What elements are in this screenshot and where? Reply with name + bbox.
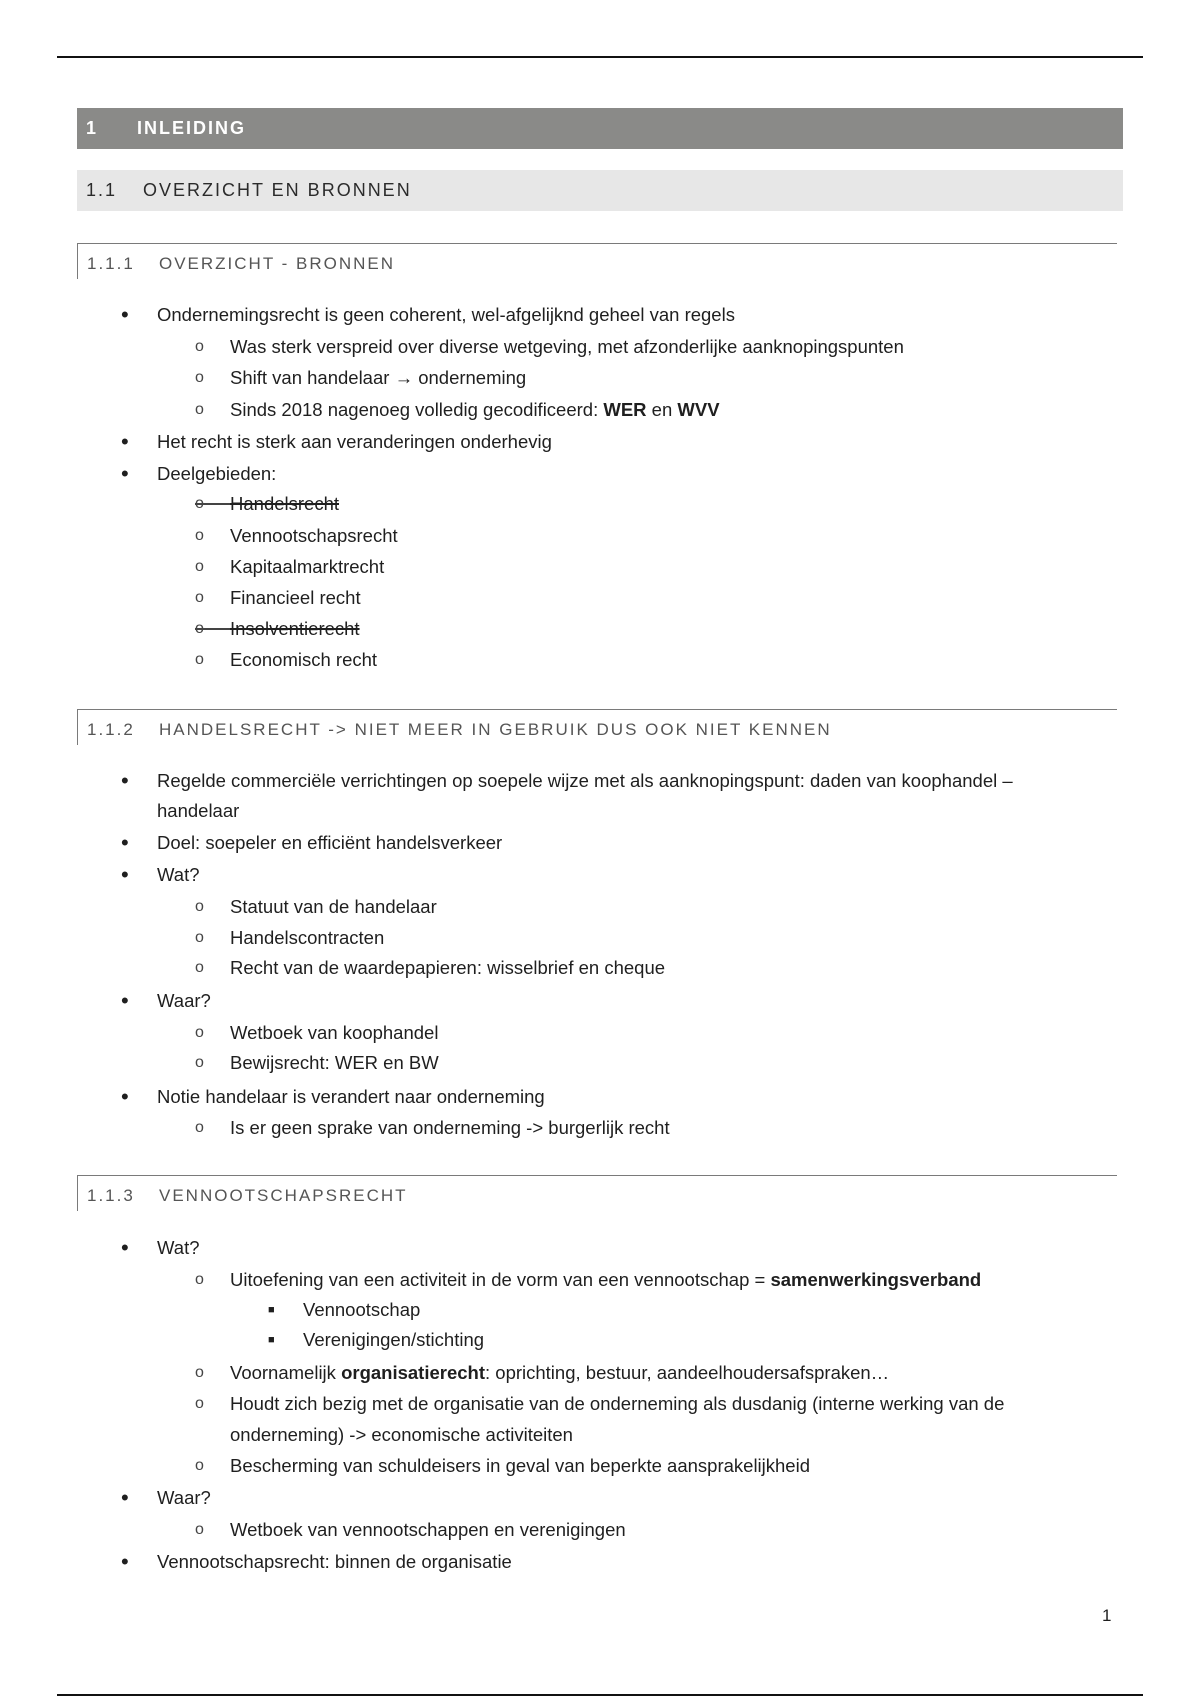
list-item: Wat? [157,1237,200,1258]
list-item: Shift van handelaar → onderneming [230,367,527,388]
circle-bullet-icon: o [195,1271,204,1288]
bullet-icon: • [121,429,129,454]
heading-2-number: 1.1 [86,180,118,200]
list-item: Statuut van de handelaar [230,896,437,917]
list-item: Bewijsrecht: WER en BW [230,1052,439,1073]
list-item: Houdt zich bezig met de organisatie van de onderneming als dusdanig (interne werking van de [230,1393,1005,1414]
circle-bullet-icon: o [195,1521,204,1538]
circle-bullet-icon: o [195,527,204,544]
list-item: Handelscontracten [230,927,385,948]
list-item: Waar? [157,990,211,1011]
list-item: Wetboek van koophandel [230,1022,439,1043]
list-item: Bescherming van schuldeisers in geval van beperkte aansprakelijkheid [230,1455,810,1476]
bullet-icon: • [121,1485,129,1510]
bullet-icon: • [121,988,129,1013]
bullet-icon: • [121,1084,129,1109]
page-number: 1 [1102,1606,1112,1625]
list-item: Het recht is sterk aan veranderingen onderhevig [157,431,552,452]
list-item: Waar? [157,1487,211,1508]
arrow-right-icon: → [394,367,414,388]
list-item: Ondernemingsrecht is geen coherent, wel-afgelijknd geheel van regels [157,304,735,325]
heading-3-vennootschapsrecht [77,1175,1117,1211]
header-rule [57,56,1143,58]
heading-3-overzicht [77,243,1117,279]
heading-3-number: 1.1.1 [87,254,135,273]
heading-2-title: OVERZICHT EN BRONNEN [143,180,412,200]
bullet-icon: • [121,830,129,855]
circle-bullet-icon: o [195,558,204,575]
circle-bullet-icon: o [195,1395,204,1412]
bullet-icon: • [121,768,129,793]
circle-bullet-icon: o [195,651,204,668]
heading-3-number: 1.1.2 [87,720,135,739]
heading-1-number: 1 [86,118,99,138]
list-item: Insolventierecht [230,618,360,639]
list-item: Was sterk verspreid over diverse wetgeving, met afzonderlijke aanknopingspunten [230,336,904,357]
bullet-icon: • [121,1549,129,1574]
list-item: Deelgebieden: [157,463,277,484]
list-item: Vennootschapsrecht: binnen de organisatie [157,1551,512,1572]
bullet-icon: • [121,862,129,887]
heading-3-title: HANDELSRECHT -> NIET MEER IN GEBRUIK DUS OOK NIET KENNEN [159,720,832,739]
bullet-icon: • [121,1235,129,1260]
list-item: Economisch recht [230,649,378,670]
heading-3-number: 1.1.3 [87,1186,135,1205]
circle-bullet-icon: o [195,495,231,512]
square-bullet-icon: ■ [268,1304,275,1316]
list-item: Recht van de waardepapieren: wisselbrief en cheque [230,957,666,978]
heading-2 [77,170,1123,211]
list-item-continuation: handelaar [157,800,240,821]
square-bullet-icon: ■ [268,1334,275,1346]
heading-1-title: INLEIDING [137,118,247,138]
circle-bullet-icon: o [195,959,204,976]
circle-bullet-icon: o [195,929,204,946]
circle-bullet-icon: o [195,369,204,386]
list-item: Is er geen sprake van onderneming -> burgerlijk recht [230,1117,670,1138]
circle-bullet-icon: o [195,1119,204,1136]
footer-rule [57,1694,1143,1696]
circle-bullet-icon: o [195,1457,204,1474]
circle-bullet-icon: o [195,589,204,606]
list-item: Kapitaalmarktrecht [230,556,385,577]
circle-bullet-icon: o [195,1364,204,1381]
list-item: Wat? [157,864,200,885]
bullet-icon: • [121,461,129,486]
list-item: Financieel recht [230,587,361,608]
list-item: Wetboek van vennootschappen en verenigingen [230,1519,626,1540]
circle-bullet-icon: o [195,1054,204,1071]
list-item: Verenigingen/stichting [303,1329,485,1350]
list-item: Notie handelaar is verandert naar onderneming [157,1086,545,1107]
bullet-icon: • [121,302,129,327]
list-item-continuation: onderneming) -> economische activiteiten [230,1424,573,1445]
list-item: Regelde commerciële verrichtingen op soepele wijze met als aanknopingspunt: daden van koophandel – [157,770,1013,791]
list-item: Vennootschapsrecht [230,525,398,546]
circle-bullet-icon: o [195,1024,204,1041]
list-item: Uitoefening van een activiteit in de vorm van een vennootschap = samenwerkingsverband [230,1269,982,1290]
heading-3-title: VENNOOTSCHAPSRECHT [159,1186,408,1205]
list-item: Handelsrecht [230,493,340,514]
circle-bullet-icon: o [195,898,204,915]
list-item: Voornamelijk organisatierecht: oprichting, bestuur, aandeelhoudersafspraken… [230,1362,890,1383]
circle-bullet-icon: o [195,401,204,418]
heading-3-handelsrecht [77,709,1117,745]
heading-1 [77,108,1123,149]
circle-bullet-icon: o [195,620,231,637]
circle-bullet-icon: o [195,338,204,355]
list-item: Sinds 2018 nagenoeg volledig gecodificeerd: WER en WVV [230,399,720,420]
heading-3-title: OVERZICHT - BRONNEN [159,254,396,273]
list-item: Doel: soepeler en efficiënt handelsverkeer [157,832,503,853]
list-item: Vennootschap [303,1299,421,1320]
